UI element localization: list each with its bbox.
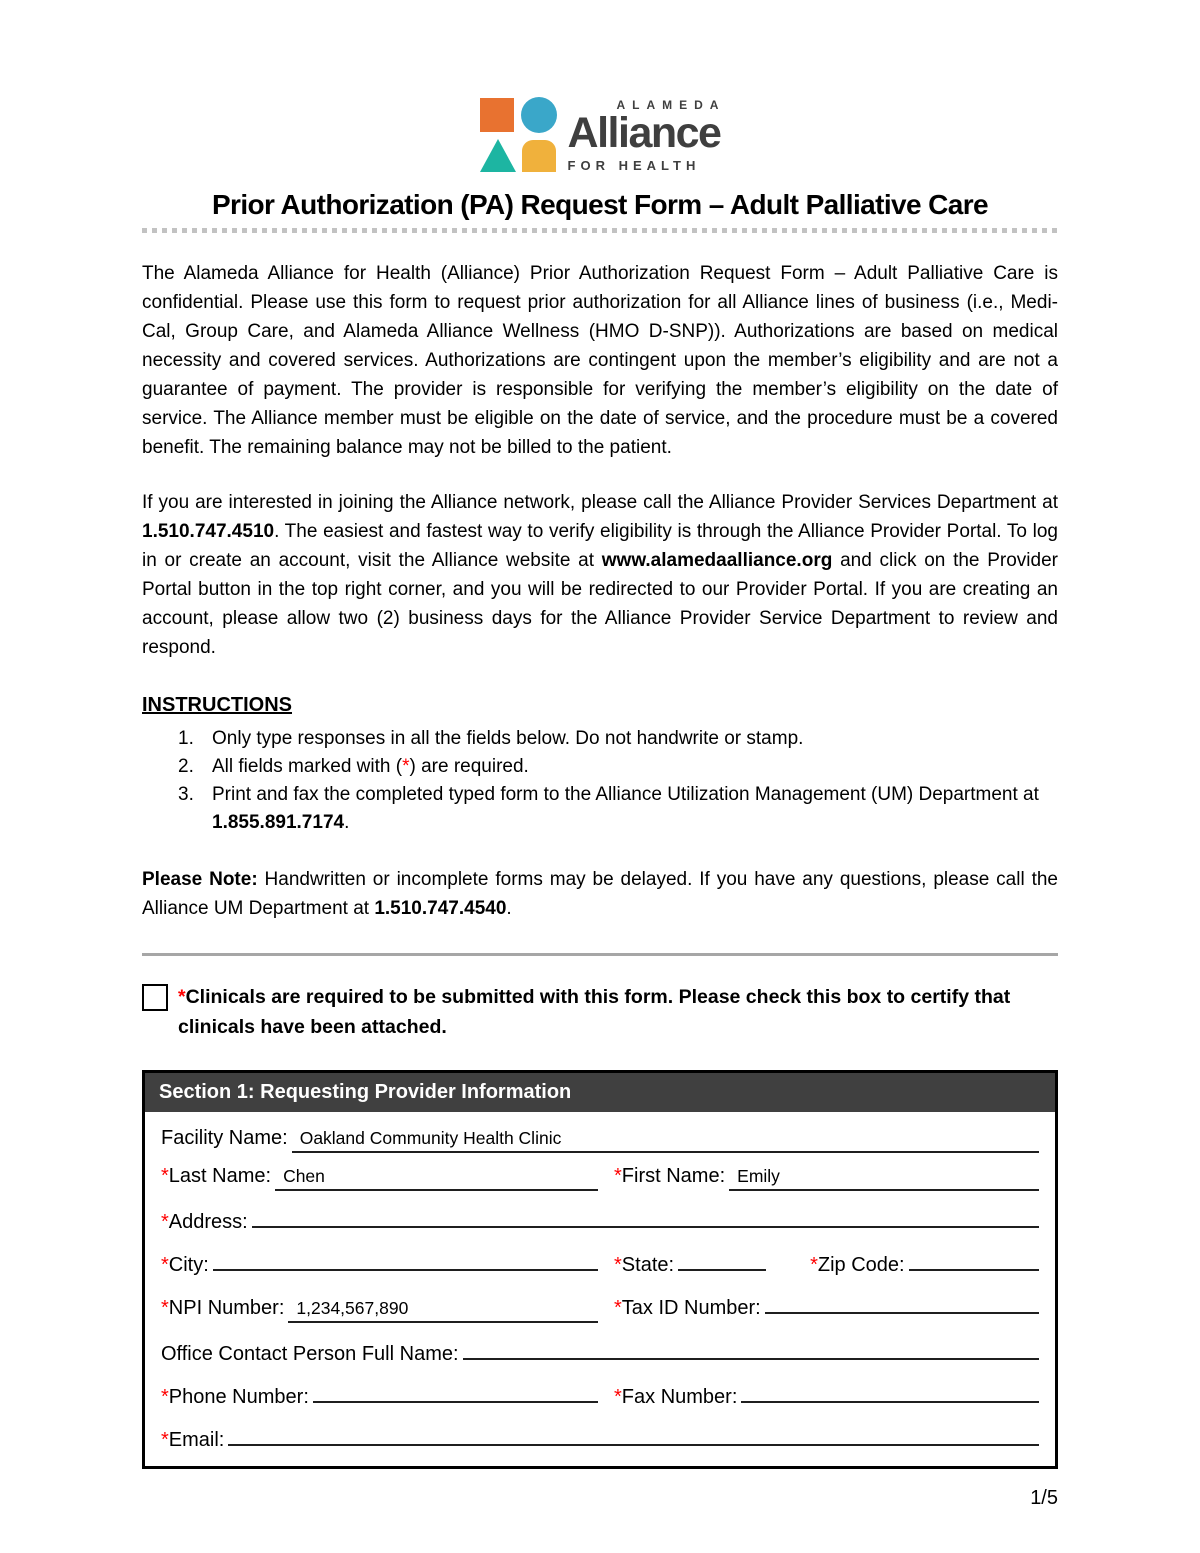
logo-alliance-text: Alliance <box>567 109 721 157</box>
form-row-city-state-zip <box>161 1245 1039 1277</box>
clinicals-checkbox[interactable] <box>142 984 168 1011</box>
phone-group <box>161 1377 598 1409</box>
instruction-text-3 <box>212 781 1058 837</box>
zip-code-label: Zip Code: <box>817 1253 905 1276</box>
instruction-3-pre: Print and fax the completed typed form to the Alliance Utilization Management (UM) Department at <box>212 783 1039 805</box>
title-dotted-underline <box>142 228 1058 233</box>
section1-box <box>142 1070 1058 1469</box>
form-row-npi-taxid <box>161 1288 1039 1323</box>
instruction-number-2: 2. <box>178 755 194 777</box>
instruction-item-1 <box>142 725 1058 753</box>
required-asterisk: * <box>161 1428 169 1451</box>
instruction-text-2 <box>212 753 1058 781</box>
alliance-website-url: www.alamedaalliance.org <box>601 549 833 571</box>
office-contact-label: Office Contact Person Full Name: <box>161 1342 459 1365</box>
office-contact-input[interactable] <box>463 1334 1039 1360</box>
instruction-number-3: 3. <box>178 783 194 805</box>
required-asterisk: * <box>161 1164 169 1187</box>
city-input[interactable] <box>213 1245 598 1271</box>
city-group <box>161 1245 598 1277</box>
zip-group <box>810 1245 1039 1277</box>
please-note-label: Please Note: <box>142 868 258 890</box>
form-row-phone-fax <box>161 1377 1039 1409</box>
fax-number-label: Fax Number: <box>621 1385 738 1408</box>
logo-alameda-text: ALAMEDA <box>616 98 726 112</box>
required-asterisk: * <box>161 1296 169 1319</box>
clinicals-text <box>178 982 1058 1042</box>
network-text-2: . The easiest and fastest way to verify eligibility is through the Alliance Provider Portal. To log in or create an account, visit the Alliance website at <box>142 520 1058 571</box>
first-name-label: First Name: <box>621 1164 726 1187</box>
logo-for-health-text: FOR HEALTH <box>567 157 701 173</box>
instruction-item-3 <box>142 781 1058 837</box>
address-label: Address: <box>168 1210 248 1233</box>
last-name-group <box>161 1164 598 1191</box>
tax-id-label: Tax ID Number: <box>621 1296 761 1319</box>
email-input[interactable] <box>228 1420 1039 1446</box>
last-name-label: Last Name: <box>168 1164 272 1187</box>
required-asterisk: * <box>810 1253 818 1276</box>
logo-square-icon <box>480 98 514 132</box>
instructions-list <box>142 725 1058 837</box>
instruction-number-1: 1. <box>178 727 194 749</box>
first-name-input[interactable]: Emily <box>729 1164 1039 1191</box>
form-row-address <box>161 1202 1039 1234</box>
please-note-paragraph <box>142 865 1058 923</box>
first-name-group <box>614 1164 1039 1191</box>
logo-row <box>142 98 1058 173</box>
note-text-1: Handwritten or incomplete forms may be delayed. If you have any questions, please call the Alliance UM Department at <box>142 868 1058 919</box>
alliance-logo <box>480 98 726 173</box>
instruction-2-post: ) are required. <box>409 755 529 777</box>
address-input[interactable] <box>252 1202 1039 1228</box>
form-row-office-contact <box>161 1334 1039 1366</box>
required-asterisk: * <box>614 1296 622 1319</box>
form-row-facility <box>161 1126 1039 1153</box>
state-label: State: <box>621 1253 675 1276</box>
instruction-item-2 <box>142 753 1058 781</box>
required-asterisk: * <box>161 1210 169 1233</box>
npi-group <box>161 1296 598 1323</box>
section1-header: Section 1: Requesting Provider Information <box>145 1073 1055 1112</box>
email-label: Email: <box>168 1428 225 1451</box>
city-label: City: <box>168 1253 209 1276</box>
form-row-name <box>161 1164 1039 1191</box>
logo-triangle-icon <box>480 139 516 172</box>
clinicals-statement: Clinicals are required to be submitted with this form. Please check this box to certify that clinicals have been attached. <box>178 985 1011 1038</box>
section1-body <box>145 1112 1055 1466</box>
required-asterisk: * <box>402 755 410 777</box>
phone-number-input[interactable] <box>313 1377 598 1403</box>
instruction-3-post: . <box>344 811 350 833</box>
npi-number-label: NPI Number: <box>168 1296 285 1319</box>
facility-name-label: Facility Name: <box>161 1126 288 1149</box>
required-asterisk: * <box>614 1385 622 1408</box>
facility-name-input[interactable]: Oakland Community Health Clinic <box>292 1126 1039 1153</box>
section-divider <box>142 953 1058 956</box>
network-paragraph <box>142 488 1058 662</box>
form-row-email <box>161 1420 1039 1452</box>
instruction-2-pre: All fields marked with ( <box>212 755 403 777</box>
logo-shapes-icon <box>480 98 556 172</box>
required-asterisk: * <box>614 1164 622 1187</box>
note-text-2: . <box>506 897 512 919</box>
npi-number-input[interactable]: 1,234,567,890 <box>288 1296 598 1323</box>
um-fax-number: 1.855.891.7174 <box>212 811 345 833</box>
page-number: 1/5 <box>1030 1486 1058 1509</box>
intro-paragraph: The Alameda Alliance for Health (Alliance) Prior Authorization Request Form – Adult Palliative Care is confidential. Please use this form to request prior authorization for all Alliance lines of business (i.e., Medi-Cal, Group Care, and Alameda Alliance Wellness (HMO D-SNP)). Authorizations are based on medical necessity and covered services. Authorizations are contingent upon the member’s eligibility and are not a guarantee of payment. The provider is responsible for verifying the member’s eligibility on the date of service. The Alliance member must be eligible on the date of service, and the procedure must be a covered benefit. The remaining balance may not be billed to the patient. <box>142 262 1058 458</box>
logo-circle-icon <box>521 97 557 133</box>
state-group <box>614 1245 766 1277</box>
last-name-input[interactable]: Chen <box>275 1164 598 1191</box>
clinicals-certification <box>142 982 1058 1042</box>
provider-services-phone: 1.510.747.4510 <box>142 520 275 542</box>
phone-number-label: Phone Number: <box>168 1385 309 1408</box>
required-asterisk: * <box>178 985 186 1008</box>
required-asterisk: * <box>161 1253 169 1276</box>
required-asterisk: * <box>161 1385 169 1408</box>
zip-code-input[interactable] <box>909 1245 1039 1271</box>
network-text-3: and click on the Provider Portal button in the top right corner, and you will be redirected to our Provider Portal. If you are creating an account, please allow two (2) business days for the Alliance Provider Service Department to review and respond. <box>142 549 1058 658</box>
required-asterisk: * <box>614 1253 622 1276</box>
tax-id-input[interactable] <box>765 1288 1039 1314</box>
fax-number-input[interactable] <box>741 1377 1039 1403</box>
um-phone-number: 1.510.747.4540 <box>374 897 507 919</box>
logo-text <box>567 98 726 173</box>
network-text-1: If you are interested in joining the Alliance network, please call the Alliance Provider Services Department at <box>142 491 1058 513</box>
instruction-text-1: Only type responses in all the fields below. Do not handwrite or stamp. <box>212 727 804 749</box>
fax-group <box>614 1377 1039 1409</box>
logo-arch-icon <box>522 140 556 172</box>
tax-id-group <box>614 1288 1039 1320</box>
instructions-heading: INSTRUCTIONS <box>142 693 292 716</box>
page-title: Prior Authorization (PA) Request Form – Adult Palliative Care <box>211 188 989 220</box>
state-input[interactable] <box>678 1245 766 1271</box>
